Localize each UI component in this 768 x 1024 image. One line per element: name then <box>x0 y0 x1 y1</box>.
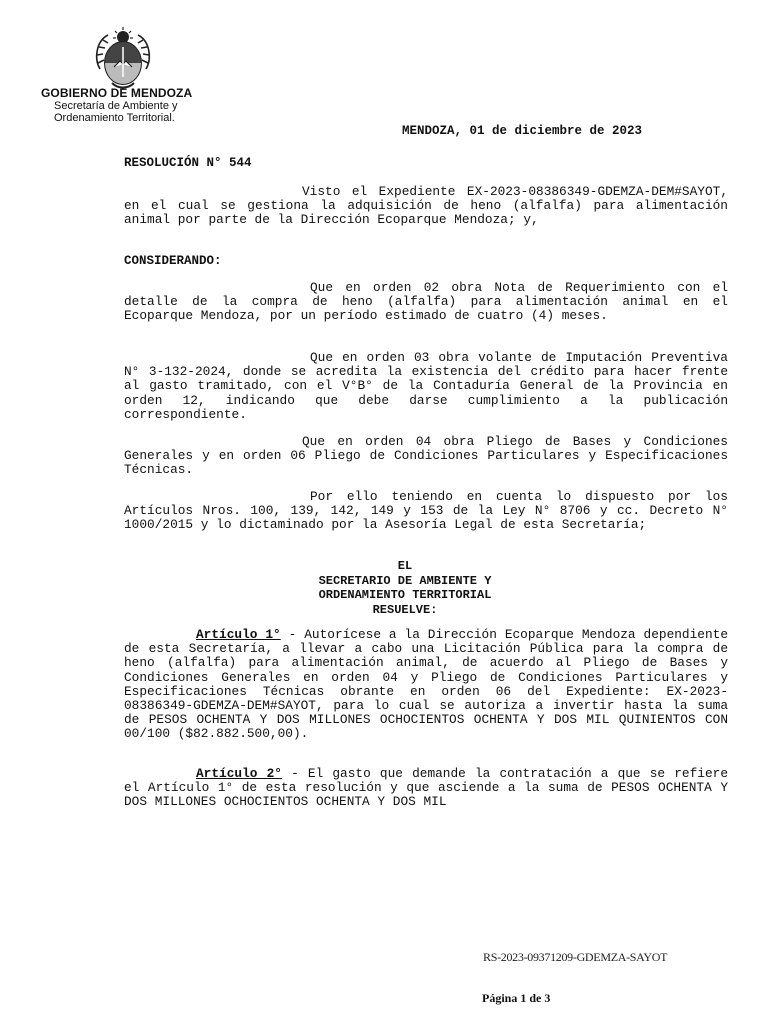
org-subtitle-line1: Secretaría de Ambiente y <box>54 100 178 112</box>
heading-line-resuelve: RESUELVE: <box>372 602 438 617</box>
considerando-paragraph-3: Que en orden 04 obra Pliego de Bases y Condiciones Generales y en orden 06 Pliego de Condiciones Particulares y Especificaciones Técnicas. <box>124 434 728 478</box>
heading-line-secretario: SECRETARIO DE AMBIENTE Y <box>318 573 492 588</box>
considerando-paragraph-1: Que en orden 02 obra Nota de Requerimiento con el detalle de la compra de heno (alfalfa) para alimentación animal en el Ecoparque Mendoza, por un período estimado de cuatro (4) meses. <box>124 280 728 324</box>
considerando-label: CONSIDERANDO: <box>124 254 222 268</box>
considerando-paragraph-2: Que en orden 03 obra volante de Imputación Preventiva N° 3-132-2024, donde se acredita la existencia del crédito para hacer frente al gasto tramitado, con el V°B° de la Contaduría General de la Provincia en orden 12, indicando que debe darse cumplimiento a la publicación correspondiente. <box>124 350 728 422</box>
visto-paragraph: Visto el Expediente EX-2023-08386349-GDEMZA-DEM#SAYOT, en el cual se gestiona la adquisición de heno (alfalfa) para alimentación animal por parte de la Dirección Ecoparque Mendoza; y, <box>124 184 728 228</box>
heading-line-ordenamiento: ORDENAMIENTO TERRITORIAL <box>318 588 492 602</box>
article-2-title: Artículo 2° <box>196 766 282 781</box>
document-date: MENDOZA, 01 de diciembre de 2023 <box>402 124 643 138</box>
org-name: GOBIERNO DE MENDOZA <box>41 86 193 100</box>
article-2 <box>124 767 728 810</box>
organization-block <box>41 86 192 124</box>
article-1-title: Artículo 1° <box>196 627 281 642</box>
coat-of-arms-icon <box>90 25 156 93</box>
gde-code: RS-2023-09371209-GDEMZA-SAYOT <box>483 950 668 964</box>
org-subtitle-line2: Ordenamiento Territorial. <box>54 112 175 124</box>
article-1-text: - Autorícese a la Dirección Ecoparque Mendoza dependiente de esta Secretaría, a llevar a cabo una Licitación Pública para la compra de heno (alfalfa) para alimentación animal, de acuerdo al Pliego de Bases y Condiciones Generales en orden 04 y Pliego de Condiciones Particulares y Especificaciones Técnicas obrante en orden 06 del Expediente: EX-2023-08386349-GDEMZA-DEM#SAYOT, para lo cual se autoriza a invertir hasta la suma de PESOS OCHENTA Y DOS MILLONES OCHOCIENTOS OCHENTA Y DOS MIL QUINIENTOS CON 00/100 ($82.882.500,00). <box>124 627 728 742</box>
considerando-paragraph-4: Por ello teniendo en cuenta lo dispuesto por los Artículos Nros. 100, 139, 142, 149 y 153 de la Ley N° 8706 y cc. Decreto N° 1000/2015 y lo dictaminado por la Asesoría Legal de esta Secretaría; <box>124 489 728 533</box>
resolution-number: RESOLUCIÓN N° 544 <box>124 156 252 170</box>
article-2-text: - El gasto que demande la contratación a que se refiere el Artículo 1° de esta resolución y que asciende a la suma de PESOS OCHENTA Y DOS MILLONES OCHOCIENTOS OCHENTA Y DOS MIL <box>124 766 728 810</box>
resuelve-heading <box>272 559 538 617</box>
page-number: Página 1 de 3 <box>482 991 551 1005</box>
heading-line-el: EL <box>397 559 413 573</box>
article-1 <box>124 628 728 742</box>
